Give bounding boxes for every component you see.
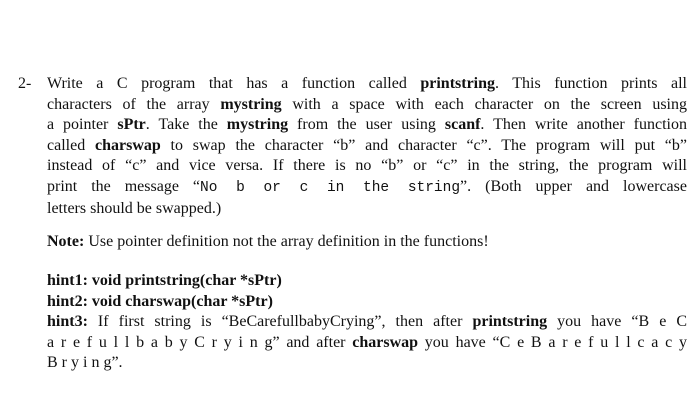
text-run: print the message “ — [47, 177, 201, 195]
text-run: . Take the — [145, 116, 227, 134]
text-run: characters of the array — [47, 95, 221, 113]
function-name-charswap: charswap — [352, 333, 419, 351]
text-run: with a space with each character on the screen using — [281, 95, 687, 113]
question-line-6 — [47, 177, 687, 199]
hint-2 — [47, 292, 687, 313]
note-line — [47, 232, 687, 253]
hint-1-text: hint1: void printstring(char *sPtr) — [47, 272, 282, 289]
spaced-example: a r e f u l l b a b y C r y i n g — [47, 333, 273, 351]
function-name-printstring: printstring — [472, 313, 548, 331]
array-name-mystring: mystring — [226, 116, 289, 134]
hint-1 — [47, 271, 687, 292]
question-body — [47, 74, 687, 219]
message-literal: No b or c in the string — [200, 179, 461, 196]
text-run: . Then write another function — [480, 116, 688, 134]
hint-3-line-2 — [47, 333, 687, 354]
text-run: ”. (Both upper and lowercase — [460, 177, 687, 195]
text-run: you have “B e C — [547, 313, 688, 331]
text-run: If first string is “BeCarefullbabyCrying”, then after — [87, 313, 473, 331]
question-line-3 — [47, 115, 687, 136]
hint-3-line-1 — [47, 312, 687, 333]
question-line-2 — [47, 95, 687, 116]
question-line-5: instead of “c” and vice versa. If there is no “b” or “c” in the string, the program will — [47, 157, 687, 175]
question-line-7: letters should be swapped.) — [47, 199, 222, 217]
text-run: . This function prints all — [495, 75, 687, 92]
hint-2-text: hint2: void charswap(char *sPtr) — [47, 292, 273, 310]
note-text: Use pointer definition not the array definition in the functions! — [84, 233, 489, 250]
text-run: ” and after — [272, 333, 353, 351]
hint-3-line-3: B r y i n g”. — [47, 354, 123, 372]
pointer-name-sptr: sPtr — [117, 116, 146, 134]
note-label: Note: — [47, 233, 85, 250]
function-name-scanf: scanf — [444, 116, 481, 134]
text-run: from the user using — [288, 116, 445, 134]
function-name-charswap: charswap — [94, 136, 161, 154]
function-name-printstring: printstring — [420, 75, 496, 92]
question-line-4 — [47, 136, 687, 157]
hints-block — [47, 271, 687, 374]
note-paragraph — [47, 232, 687, 253]
text-run: a pointer — [47, 116, 118, 134]
array-name-mystring: mystring — [220, 95, 282, 113]
text-run: called — [47, 136, 95, 154]
hint-3-label: hint3: — [47, 313, 88, 331]
text-run: to swap the character “b” and character “c”. The program will put “b” — [160, 136, 687, 154]
text-run: you have “C e B a r e f u l l c a c y — [418, 333, 688, 351]
question-line-1 — [47, 74, 687, 95]
question-number: 2- — [18, 75, 32, 92]
text-run: Write a C program that has a function called — [47, 75, 421, 92]
